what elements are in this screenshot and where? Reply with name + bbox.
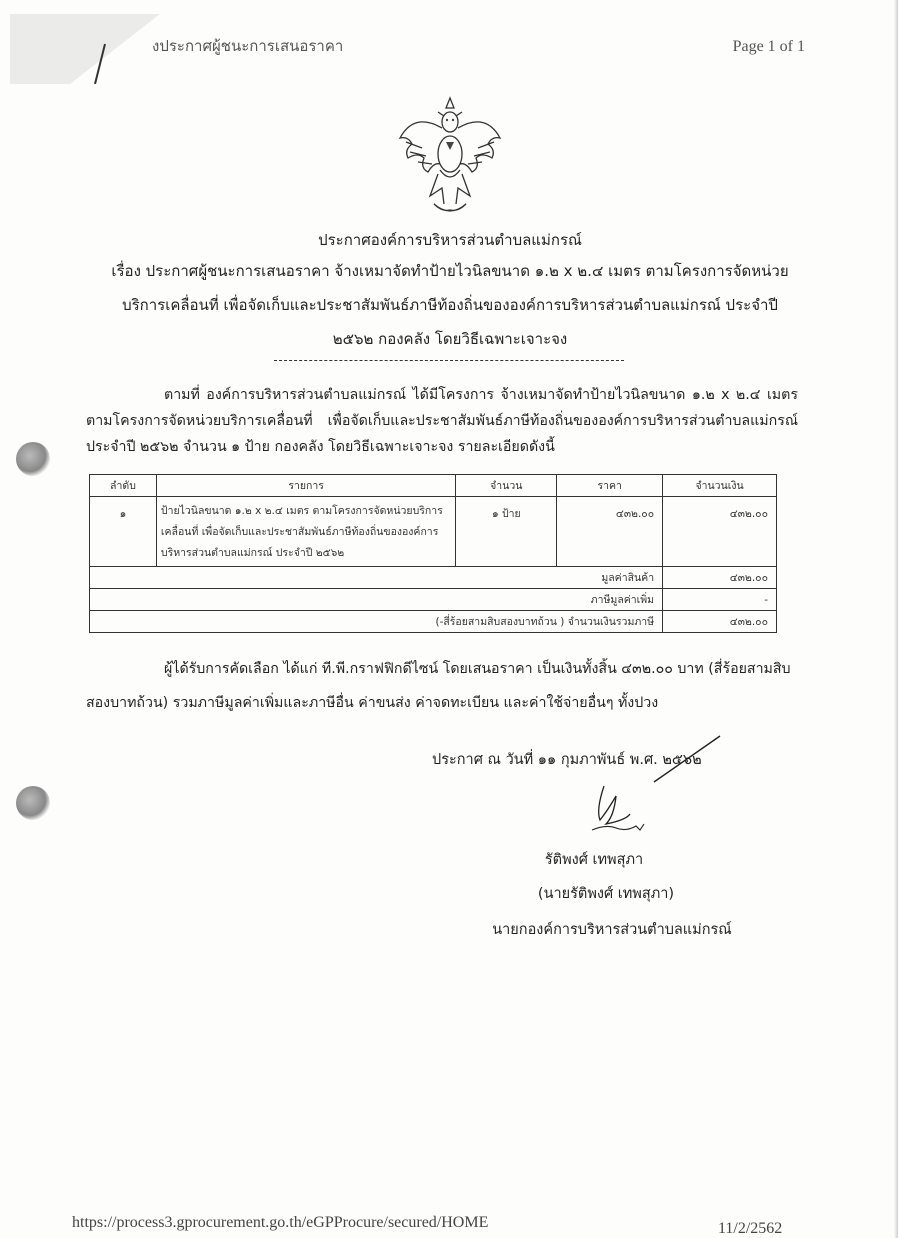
header-title: งประกาศผู้ชนะการเสนอราคา: [152, 37, 344, 55]
subtotal-row: [90, 567, 777, 589]
vat-value: -: [663, 589, 777, 611]
row-amount: ๔๓๒.๐๐: [663, 497, 777, 567]
total-value: ๔๓๒.๐๐: [663, 611, 777, 633]
garuda-emblem-icon: [394, 92, 506, 222]
signer-name: รัติพงศ์ เทพสุภา: [544, 852, 644, 868]
issuer-line: ประกาศองค์การบริหารส่วนตำบลแม่กรณ์: [318, 231, 582, 249]
footer-url: https://process3.gprocurement.go.th/eGPProcure/secured/HOME: [72, 1214, 489, 1231]
subtotal-label: มูลค่าสินค้า: [90, 567, 663, 589]
items-table: [89, 474, 777, 633]
row-item: ป้ายไวนิลขนาด ๑.๒ x ๒.๔ เมตร ตามโครงการจัดหน่วยบริการเคลื่อนที่ เพื่อจัดเก็บและประชาสัมพันธ์ภาษีท้องถิ่นขององค์การบริหารส่วนตำบลแม่กรณ์ ประจำปี ๒๕๖๒: [156, 497, 455, 567]
signer-full-name: (นายรัติพงศ์ เทพสุภา): [537, 886, 675, 902]
footer-date: 11/2/2562: [718, 1220, 783, 1237]
col-header-amount: จำนวนเงิน: [663, 475, 777, 497]
subtotal-value: ๔๓๒.๐๐: [663, 567, 777, 589]
page-indicator: Page 1 of 1: [732, 38, 805, 55]
vat-row: [90, 589, 777, 611]
punch-hole: [16, 786, 50, 820]
subject: เรื่อง ประกาศผู้ชนะการเสนอราคา จ้างเหมาจัดทำป้ายไวนิลขนาด ๑.๒ x ๒.๔ เมตร ตามโครงการจัดหน่วยบริการเคลื่อนที่ เพื่อจัดเก็บและประชาสัมพันธ์ภาษีท้องถิ่นขององค์การบริหารส่วนตำบลแม่กรณ์ ประจำปี ๒๕๖๒ กองคลัง โดยวิธีเฉพาะเจาะจง: [111, 262, 789, 348]
table-row: [90, 497, 777, 567]
signer-position: นายกองค์การบริหารส่วนตำบลแม่กรณ์: [492, 922, 732, 938]
col-header-price: ราคา: [557, 475, 663, 497]
col-header-no: ลำดับ: [90, 475, 157, 497]
total-label: (-สี่ร้อยสามสิบสองบาทถ้วน ) จำนวนเงินรวมภาษี: [90, 611, 663, 633]
total-row: [90, 611, 777, 633]
divider: [274, 360, 624, 361]
col-header-qty: จำนวน: [456, 475, 557, 497]
announcement-date: ประกาศ ณ วันที่ ๑๑ กุมภาพันธ์ พ.ศ. ๒๕๖๒: [432, 752, 702, 768]
row-qty: ๑ ป้าย: [456, 497, 557, 567]
row-price: ๔๓๒.๐๐: [557, 497, 663, 567]
scan-corner-artifact: [10, 14, 160, 84]
body-paragraph: ตามที่ องค์การบริหารส่วนตำบลแม่กรณ์ ได้มีโครงการ จ้างเหมาจัดทำป้ายไวนิลขนาด ๑.๒ x ๒.๔ เมตร ตามโครงการจัดหน่วยบริการเคลื่อนที่ เพื่อจัดเก็บและประชาสัมพันธ์ภาษีท้องถิ่นขององค์การบริหารส่วนตำบลแม่กรณ์ ประจำปี ๒๕๖๒ จำนวน ๑ ป้าย กองคลัง โดยวิธีเฉพาะเจาะจง รายละเอียดดังนี้: [86, 387, 798, 455]
scan-edge: [894, 0, 898, 1238]
row-no: ๑: [90, 497, 157, 567]
col-header-item: รายการ: [156, 475, 455, 497]
winner-paragraph: ผู้ได้รับการคัดเลือก ได้แก่ ที.พี.กราฟฟิกดีไซน์ โดยเสนอราคา เป็นเงินทั้งสิ้น ๔๓๒.๐๐ บาท (สี่ร้อยสามสิบสองบาทถ้วน) รวมภาษีมูลค่าเพิ่มและภาษีอื่น ค่าขนส่ง ค่าจดทะเบียน และค่าใช้จ่ายอื่นๆ ทั้งปวง: [86, 661, 791, 711]
punch-hole: [16, 442, 50, 476]
vat-label: ภาษีมูลค่าเพิ่ม: [90, 589, 663, 611]
handwritten-signature: [586, 780, 656, 836]
table-header-row: [90, 475, 777, 497]
slash-mark: [652, 734, 722, 784]
